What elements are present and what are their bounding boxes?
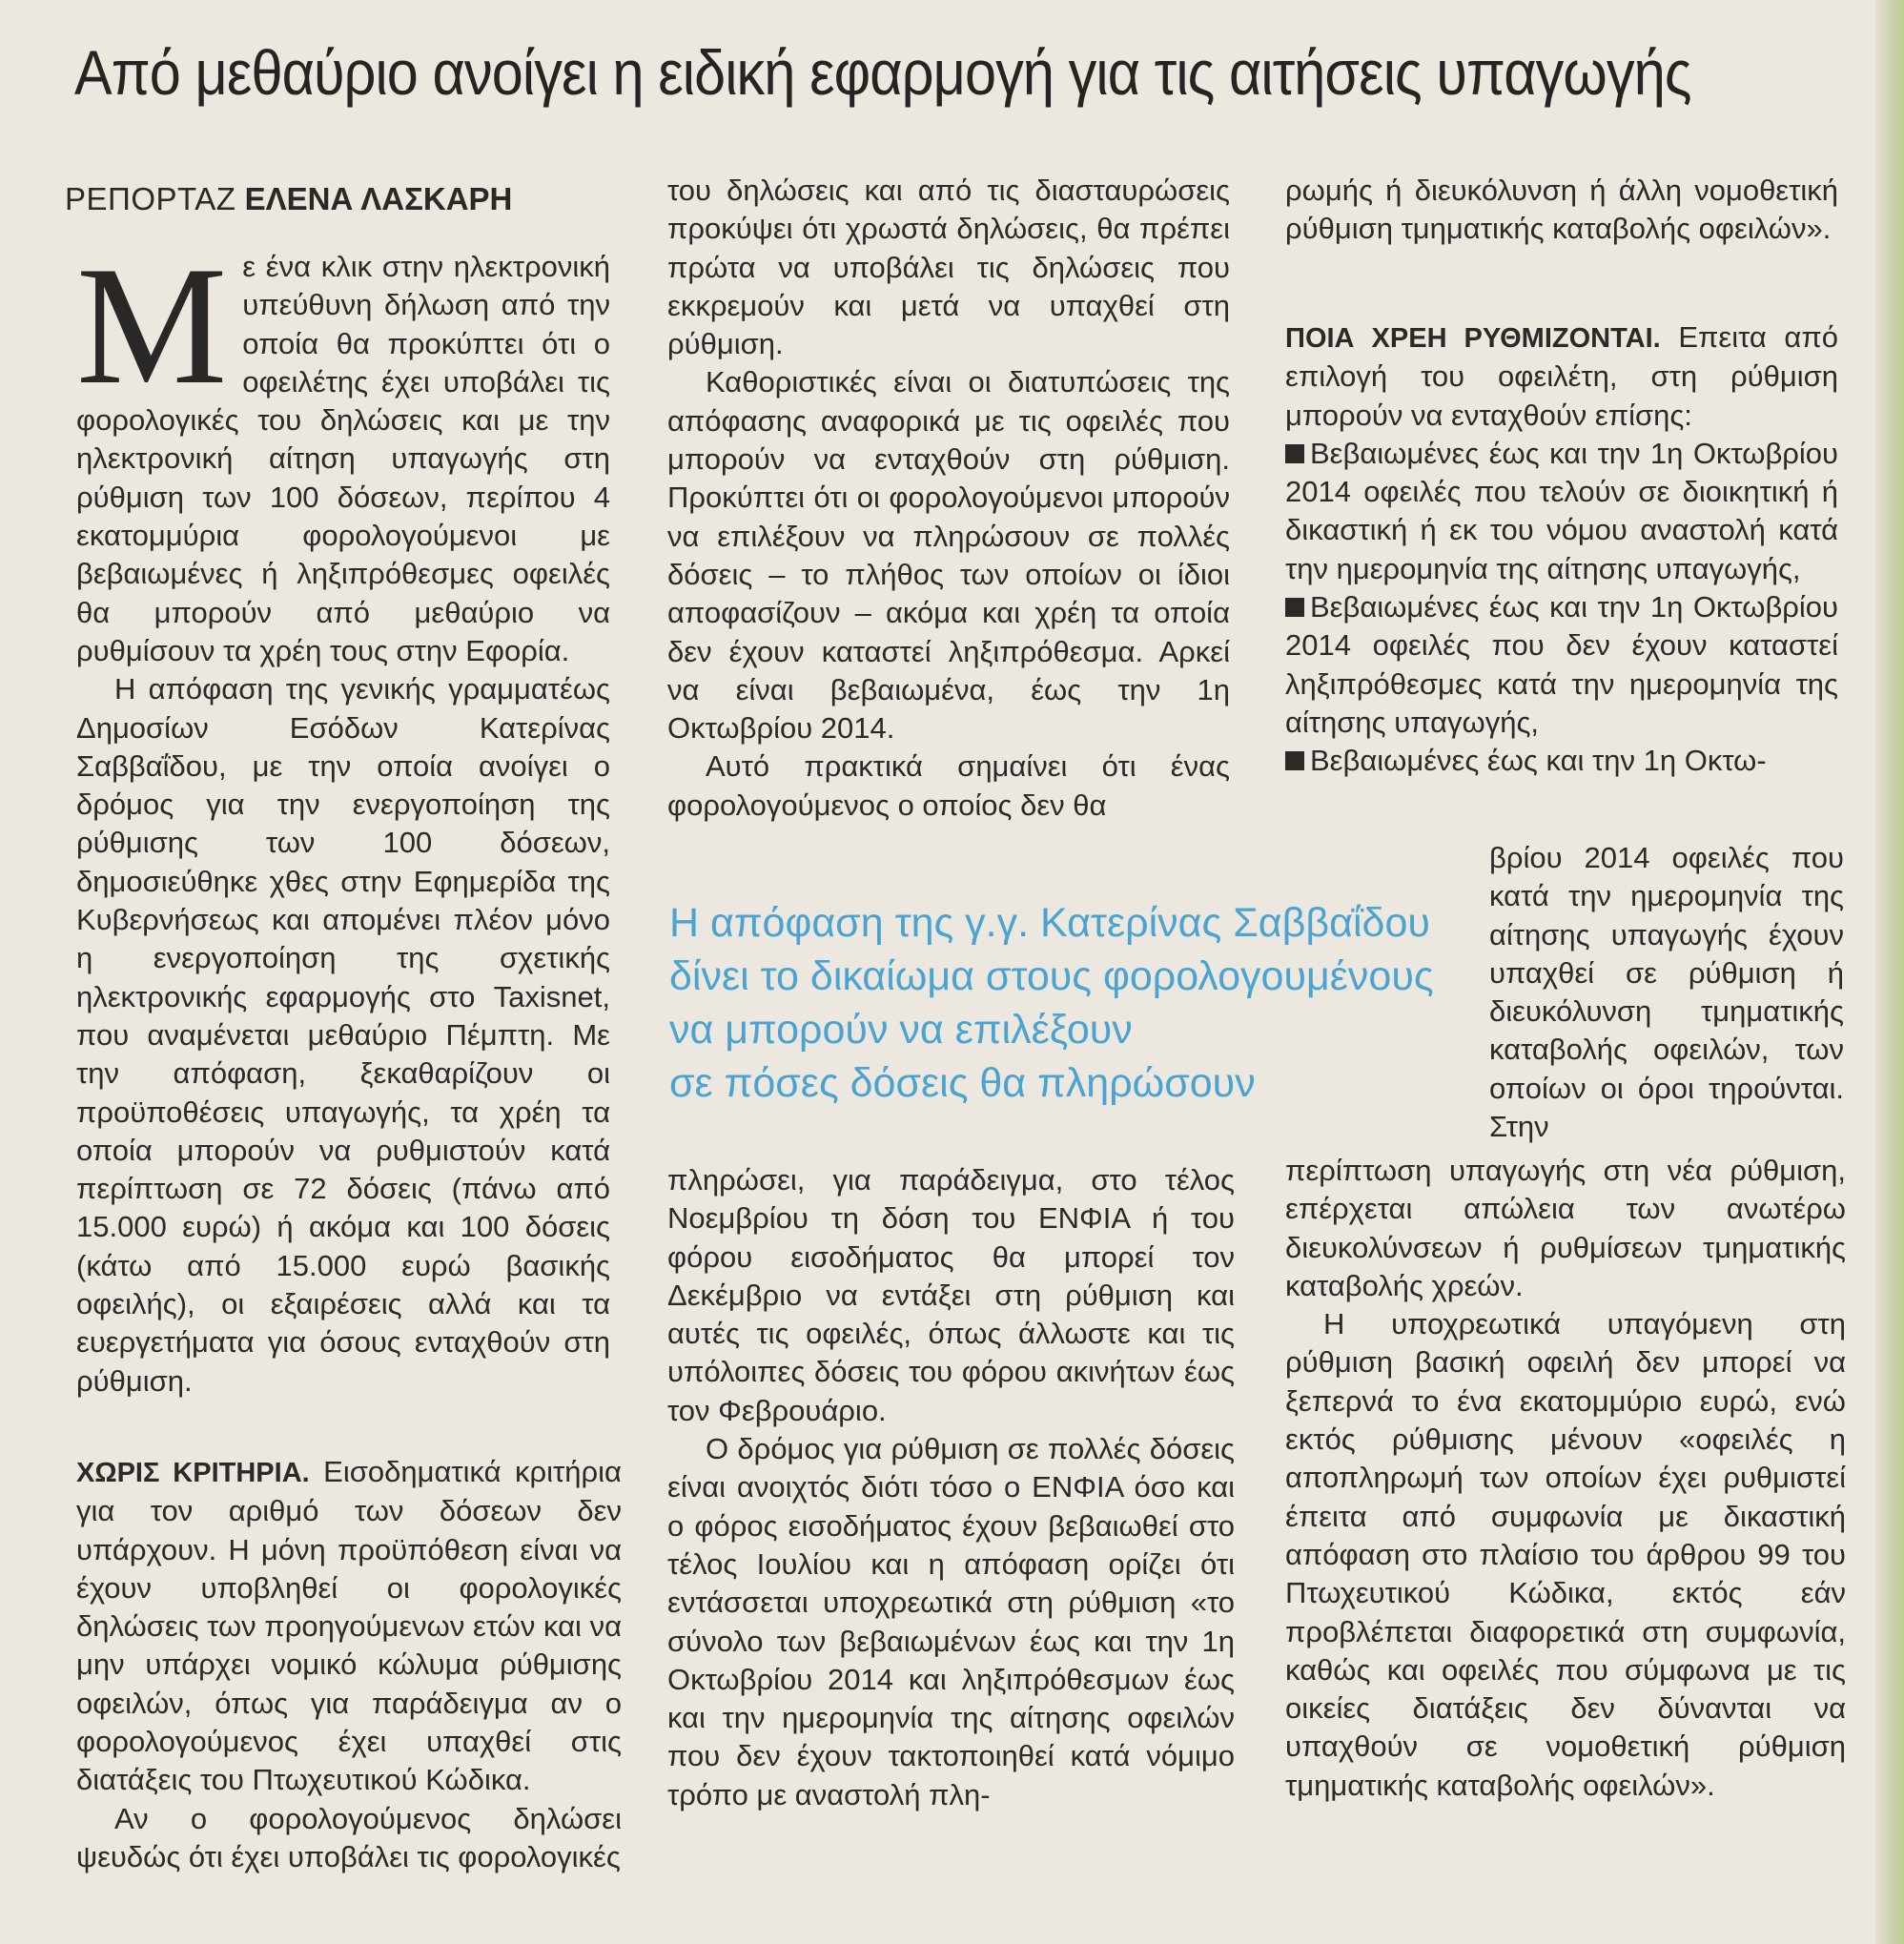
list-item-text: Βεβαιωμένες έως και την 1η Οκτω- bbox=[1310, 744, 1767, 778]
paragraph: του δηλώσεις και από τις διασταυρώσεις προκύψει ότι χρωστά δηλώσεις, θα πρέπει πρώτα να υποβάλει τις δηλώσεις που εκκρεμούν και μετά να υπαχθεί στη ρύθμιση. bbox=[667, 174, 1230, 361]
paragraph: πληρώσει, για παράδειγμα, στο τέλος Νοεμβρίου τη δόση του ΕΝΦΙΑ ή του φόρου εισοδήματος θα μπορεί τον Δεκέμβριο να εντάξει στη ρύθμιση και αυτές τις οφειλές, όπως άλλωστε και τις υπόλοιπες δόσεις του φόρου ακινήτων έως τον Φεβρουάριο. bbox=[667, 1163, 1235, 1427]
column-3-top bbox=[1285, 172, 1838, 249]
headline: Από μεθαύριο ανοίγει η ειδική εφαρμογή για τις αιτήσεις υπαγωγής bbox=[74, 37, 1691, 108]
lead-paragraph bbox=[76, 231, 610, 670]
list-item bbox=[1285, 588, 1838, 742]
paragraph-text: Επειτα από επιλογή του οφειλέτη, στη ρύθμιση μπορούν να ενταχθούν επίσης: bbox=[1285, 320, 1838, 432]
column-1 bbox=[76, 231, 610, 1401]
paragraph: Αυτό πρακτικά σημαίνει ότι ένας φορολογούμενος ο οποίος δεν θα bbox=[667, 749, 1230, 822]
byline-name: ΕΛΕΝΑ ΛΑΣΚΑΡΗ bbox=[244, 181, 513, 216]
subhead-paragraph bbox=[1285, 318, 1838, 435]
paragraph: ρωμής ή διευκόλυνση ή άλλη νομοθετική ρύθμιση τμηματικής καταβολής οφειλών». bbox=[1285, 174, 1838, 246]
subhead: ΠΟΙΑ ΧΡΕΗ ΡΥΘΜΙΖΟΝΤΑΙ. bbox=[1285, 323, 1661, 354]
pull-quote-line: δίνει το δικαίωμα στους φορολογουμένους bbox=[669, 953, 1434, 999]
square-bullet-icon bbox=[1285, 751, 1304, 770]
column-2-lower bbox=[667, 1161, 1235, 1814]
byline-role: ΡΕΠΟΡΤΑΖ bbox=[65, 181, 236, 216]
lead-text: ε ένα κλικ στην ηλεκτρονική υπεύθυνη δήλωση από την οποία θα προκύπτει ότι ο οφειλέτης έχει υποβάλει τις φορολογικές του δηλώσεις και με την ηλεκτρονική αίτηση υπαγωγής στη ρύθμιση των 100 δόσεων, περίπου 4 εκατομμύρια φορολογούμενοι με βεβαιωμένες ή ληξιπρόθεσμες οφειλές θα μπορούν από μεθαύριο να ρυθμίσουν τα χρέη τους στην Εφορία. bbox=[76, 250, 610, 667]
square-bullet-icon bbox=[1285, 598, 1304, 617]
column-1-lower bbox=[76, 1453, 622, 1876]
list-item-text: Βεβαιωμένες έως και την 1η Οκτωβρίου 2014 οφειλές που δεν έχουν καταστεί ληξιπρόθεσμες κατά την ημερομηνία της αίτησης υπαγωγής, bbox=[1285, 590, 1838, 739]
subhead-paragraph bbox=[76, 1453, 622, 1800]
pull-quote-line: σε πόσες δόσεις θα πληρώσουν bbox=[669, 1060, 1256, 1106]
list-item bbox=[1285, 435, 1838, 588]
column-3-lower bbox=[1285, 1152, 1846, 1805]
paragraph: Αν ο φορολογούμενος δηλώσει ψευδώς ότι έχει υποβάλει τις φορολογικές bbox=[76, 1801, 622, 1873]
list-item-text: Βεβαιωμένες έως και την 1η Οκτωβρίου 2014 οφειλές που τελούν σε διοικητική ή δικαστική ή εκ του νόμου αναστολή κατά την ημερομηνία της αίτησης υπαγωγής, bbox=[1285, 436, 1838, 585]
paragraph-text: Εισοδηματικά κριτήρια για τον αριθμό των δόσεων δεν υπάρχουν. Η μόνη προϋπόθεση είναι να έχουν υποβληθεί οι φορολογικές δηλώσεις των προηγούμενων ετών και να μην υπάρχει νομικό κώλυμα ρύθμισης οφειλών, όπως για παράδειγμα αν ο φορολογούμενος έχει υπαχθεί στις διατάξεις του Πτωχευτικού Κώδικα. bbox=[76, 1455, 622, 1797]
drop-cap: Μ bbox=[76, 231, 228, 419]
column-3-narrow bbox=[1489, 839, 1844, 1146]
paragraph: Η απόφαση της γενικής γραμματέως Δημοσίων Εσόδων Κατερίνας Σαββαΐδου, με την οποία ανοίγει ο δρόμος για την ενεργοποίηση της ρύθμισης των 100 δόσεων, δημοσιεύθηκε χθες στην Εφημερίδα της Κυβερνήσεως και απομένει πλέον μόνο η ενεργοποίηση της σχετικής ηλεκτρονικής εφαρμογής στο Taxisnet, που αναμένεται μεθαύριο Πέμπτη. Με την απόφαση, ξεκαθαρίζουν οι προϋποθέσεις υπαγωγής, τα χρέη τα οποία μπορούν να ρυθμιστούν κατά περίπτωση σε 72 δόσεις (πάνω από 15.000 ευρώ) ή ακόμα και 100 δόσεις (κάτω από 15.000 ευρώ βασικής οφειλής), οι εξαιρέσεις αλλά και τα ευεργετήματα για όσους ενταχθούν στη ρύθμιση. bbox=[76, 672, 610, 1398]
pull-quote-line: Η απόφαση της γ.γ. Κατερίνας Σαββαΐδου bbox=[669, 900, 1430, 946]
pull-quote-line: να μπορούν να επιλέξουν bbox=[669, 1007, 1133, 1053]
paragraph: Καθοριστικές είναι οι διατυπώσεις της απόφασης αναφορικά με τις οφειλές που μπορούν να ενταχθούν στη ρύθμιση. Προκύπτει ότι οι φορολογούμενοι μπορούν να επιλέξουν να πληρώσουν σε πολλές δόσεις – το πλήθος των οποίων οι ίδιοι αποφασίζουν – ακόμα και χρέη τα οποία δεν έχουν καταστεί ληξιπρόθεσμα. Αρκεί να είναι βεβαιωμένα, έως την 1η Οκτωβρίου 2014. bbox=[667, 365, 1230, 746]
list-item-continuation: περίπτωση υπαγωγής στη νέα ρύθμιση, επέρχεται απώλεια των ανωτέρω διευκολύνσεων ή ρυθμίσεων τμηματικής καταβολής χρεών. bbox=[1285, 1154, 1846, 1302]
subhead: ΧΩΡΙΣ ΚΡΙΤΗΡΙΑ. bbox=[76, 1458, 310, 1488]
column-2-upper bbox=[667, 172, 1230, 825]
page-edge bbox=[1875, 0, 1904, 1944]
list-item-continuation: βρίου 2014 οφειλές που κατά την ημερομηνία της αίτησης υπαγωγής έχουν υπαχθεί σε ρύθμιση ή διευκόλυνση τμηματικής καταβολής οφειλών, των οποίων οι όροι τηρούνται. Στην bbox=[1489, 841, 1844, 1144]
paragraph: Η υποχρεωτικά υπαγόμενη στη ρύθμιση βασική οφειλή δεν μπορεί να ξεπερνά το ένα εκατομμύριο ευρώ, ενώ εκτός ρύθμισης μένουν «οφειλές η αποπληρωμή των οποίων έχει ρυθμιστεί έπειτα από συμφωνία με δικαστική απόφαση στο πλαίσιο του άρθρου 99 του Πτωχευτικού Κώδικα, εκτός εάν προβλέπεται διαφορετικά στη συμφωνία, καθώς και οφειλές που σύμφωνα με τις οικείες διατάξεις δεν δύνανται να υπαχθούν σε νομοθετική ρύθμιση τμηματικής καταβολής οφειλών». bbox=[1285, 1307, 1846, 1802]
paragraph: Ο δρόμος για ρύθμιση σε πολλές δόσεις είναι ανοιχτός διότι τόσο ο ΕΝΦΙΑ όσο και ο φόρος εισοδήματος έχουν βεβαιωθεί στο τέλος Ιουλίου και η απόφαση ορίζει ότι εντάσσεται υποχρεωτικά στη ρύθμιση «το σύνολο των βεβαιωμένων έως και την 1η Οκτωβρίου 2014 και ληξιπρόθεσμων έως και την ημερομηνία της αίτησης οφειλών που δεν έχουν τακτοποιηθεί κατά νόμιμο τρόπο με αναστολή πλη- bbox=[667, 1432, 1235, 1811]
byline bbox=[65, 181, 512, 217]
square-bullet-icon bbox=[1285, 444, 1304, 463]
column-3-list bbox=[1285, 318, 1838, 781]
list-item bbox=[1285, 742, 1838, 780]
pull-quote bbox=[669, 896, 1489, 1110]
